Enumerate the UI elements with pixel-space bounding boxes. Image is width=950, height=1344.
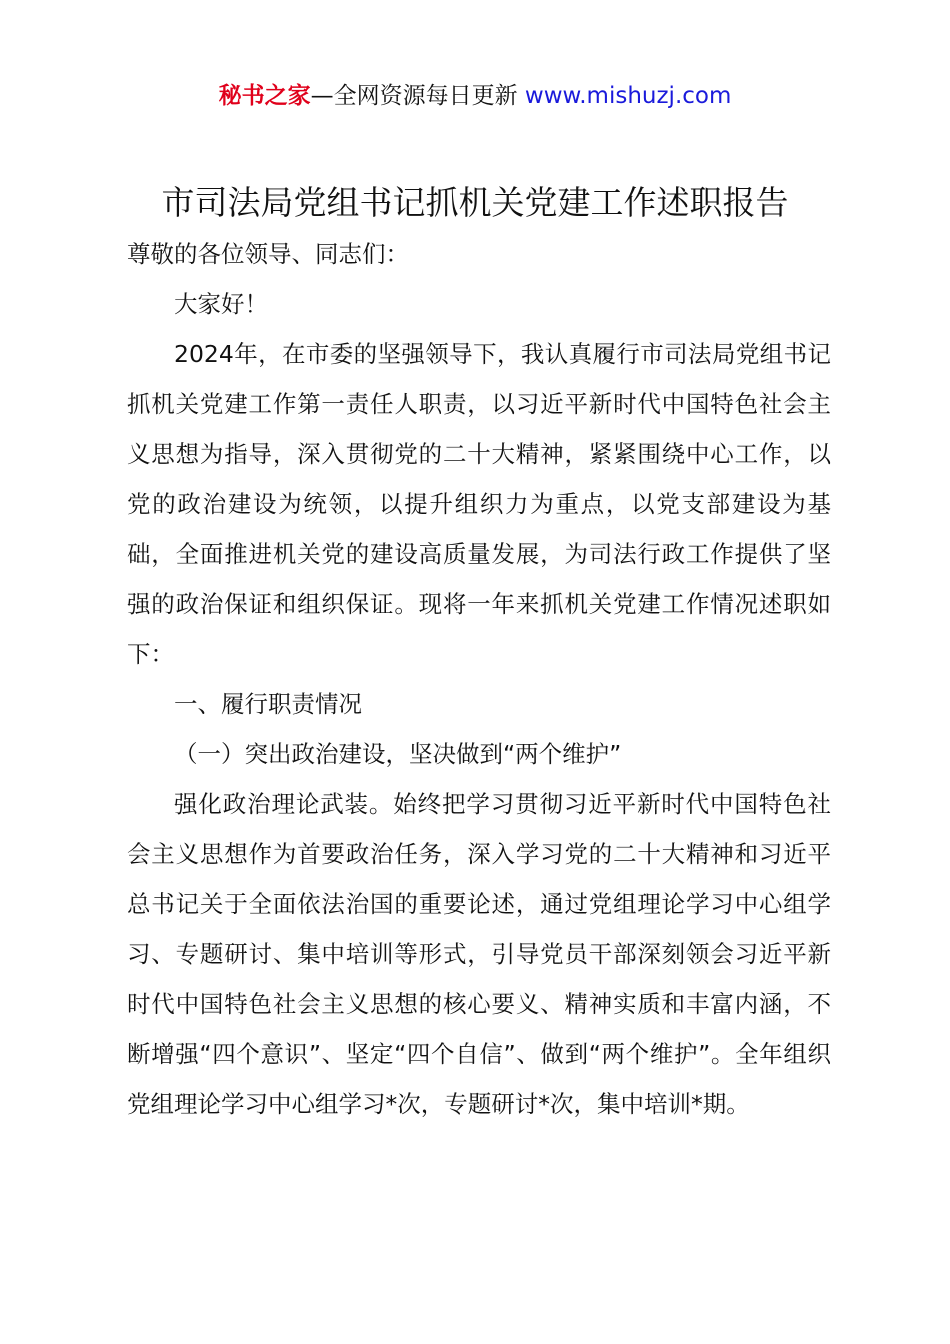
brand-name: 秘书之家 <box>218 83 311 109</box>
salutation: 尊敬的各位领导、同志们： <box>127 240 409 268</box>
header-dash: — <box>310 83 334 109</box>
section-heading: 一、履行职责情况 <box>174 690 362 718</box>
document-body <box>127 229 831 1129</box>
page-header <box>0 80 950 112</box>
intro-paragraph: 2024年，在市委的坚强领导下，我认真履行市司法局党组书记抓机关党建工作第一责任人职责，以习近平新时代中国特色社会主义思想为指导，深入贯彻党的二十大精神，紧紧围绕中心工作，以党的政治建设为统领，以提升组织力为重点，以党支部建设为基础，全面推进机关党的建设高质量发展，为司法行政工作提供了坚强的政治保证和组织保证。现将一年来抓机关党建工作情况述职如下： <box>127 340 831 668</box>
greeting: 大家好！ <box>174 290 268 318</box>
body-paragraph: 强化政治理论武装。始终把学习贯彻习近平新时代中国特色社会主义思想作为首要政治任务，深入学习党的二十大精神和习近平总书记关于全面依法治国的重要论述，通过党组理论学习中心组学习、专题研讨、集中培训等形式，引导党员干部深刻领会习近平新时代中国特色社会主义思想的核心要义、精神实质和丰富内涵，不断增强“四个意识”、坚定“四个自信”、做到“两个维护”。全年组织党组理论学习中心组学习*次，专题研讨*次，集中培训*期。 <box>127 790 831 1118</box>
subsection-heading: （一）突出政治建设，坚决做到“两个维护” <box>174 740 622 768</box>
document-title: 市司法局党组书记抓机关党建工作述职报告 <box>161 183 789 222</box>
website-link[interactable]: www.mishuzj.com <box>524 83 732 109</box>
header-slogan: 全网资源每日更新 <box>333 83 518 109</box>
